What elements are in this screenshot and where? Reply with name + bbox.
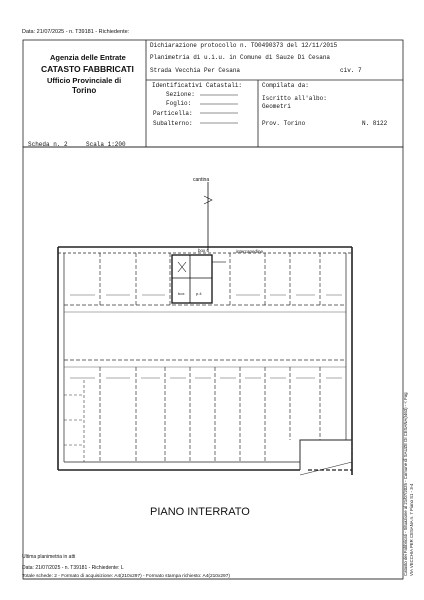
- agency-line1: Agenzia delle Entrate: [50, 53, 126, 62]
- scheda-number: Scheda n. 2: [28, 141, 68, 148]
- identificativi-label: Identificativi Catastali:: [152, 82, 243, 89]
- room-code2: p.4: [196, 291, 202, 296]
- geometri-label: Geometri: [262, 103, 291, 110]
- side-text-line2: VIA VECCHIA PER CESANA n. 7 Piano S1 - 3-4: [409, 483, 414, 576]
- subalterno-label: Subalterno:: [153, 120, 193, 127]
- plan-line: Planimetria di u.i.u. in Comune di Sauze Di Cesana: [150, 54, 331, 61]
- top-stamp: Data: 21/07/2025 - n. T39181 - Richiedente:: [22, 29, 130, 35]
- sezione-label: Sezione:: [166, 91, 195, 98]
- cantina-label: cantina: [193, 177, 210, 183]
- box-label: box 6: [198, 248, 210, 253]
- agency-line4: Torino: [72, 86, 97, 95]
- scale-label: Scala 1:200: [86, 141, 126, 148]
- footer-formato: Totale schede: 2 - Formato di acquisizione: A4(210x297) - Formato stampa richiesto: A4(210x297): [22, 574, 230, 579]
- foglio-label: Foglio:: [166, 100, 192, 107]
- prov-label: Prov. Torino: [262, 120, 306, 127]
- registration-number: N. 8122: [362, 120, 388, 127]
- side-text-line1: Catasto dei Fabbricati - Situazione al 21/07/2025 - Comune di SAUZE DI CESANA(I463) - < Fog: [403, 392, 408, 576]
- room-code1: box: [178, 291, 185, 296]
- protocol-line: Dichiarazione protocollo n. TO0490373 del 12/11/2015: [150, 42, 338, 49]
- civ-number: civ. 7: [340, 67, 362, 74]
- agency-line3: Ufficio Provinciale di: [47, 76, 122, 85]
- agency-line2: CATASTO FABBRICATI: [41, 64, 134, 74]
- iscritto-label: Iscritto all'albo:: [262, 95, 327, 102]
- floor-plan: [58, 247, 352, 475]
- street-line: Strada Vecchia Per Cesana: [150, 67, 241, 74]
- footer-stamp: Data: 21/07/2025 - n. T39181 - Richiedente: L: [22, 565, 124, 571]
- ultima-planimetria: Ultima planimetria in atti: [22, 554, 76, 560]
- floor-title: PIANO INTERRATO: [150, 506, 250, 518]
- particella-label: Particella:: [153, 110, 193, 117]
- compilata-label: Compilata da:: [262, 82, 309, 89]
- intercapedine-label: intercapedine: [236, 249, 264, 254]
